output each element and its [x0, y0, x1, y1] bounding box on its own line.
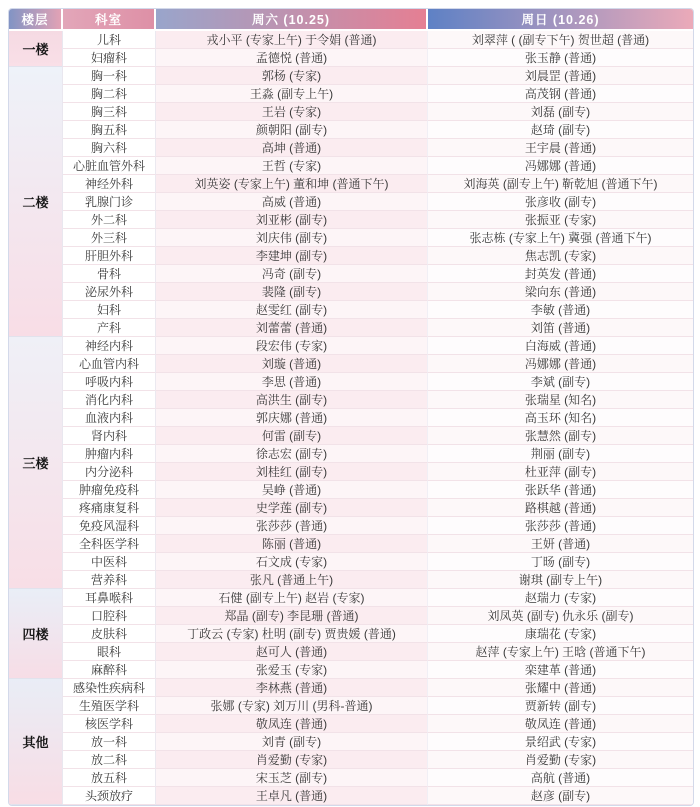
department-cell: 口腔科: [63, 607, 156, 625]
sunday-cell: 李斌 (副专): [428, 373, 693, 391]
sunday-cell: 封英发 (普通): [428, 265, 693, 283]
department-cell: 头颈放疗: [63, 787, 156, 805]
department-cell: 皮肤科: [63, 625, 156, 643]
saturday-cell: 张莎莎 (普通): [156, 517, 428, 535]
saturday-cell: 张娜 (专家) 刘万川 (男科-普通): [156, 697, 428, 715]
floor-cell: 二楼: [9, 67, 63, 337]
schedule-row: [9, 697, 693, 715]
schedule-row: [9, 625, 693, 643]
saturday-cell: 刘桂红 (副专): [156, 463, 428, 481]
department-cell: 消化内科: [63, 391, 156, 409]
saturday-cell: 李建坤 (副专): [156, 247, 428, 265]
saturday-cell: 王哲 (专家): [156, 157, 428, 175]
saturday-cell: 石文成 (专家): [156, 553, 428, 571]
saturday-cell: 史学莲 (副专): [156, 499, 428, 517]
schedule-row: [9, 661, 693, 679]
saturday-cell: 孟德悦 (普通): [156, 49, 428, 67]
sunday-cell: 刘笛 (普通): [428, 319, 693, 337]
department-cell: 泌尿外科: [63, 283, 156, 301]
sunday-cell: 张莎莎 (普通): [428, 517, 693, 535]
saturday-cell: 李林燕 (普通): [156, 679, 428, 697]
sunday-cell: 敬凤连 (普通): [428, 715, 693, 733]
sunday-cell: 刘凤英 (副专) 仇永乐 (副专): [428, 607, 693, 625]
sunday-cell: 冯娜娜 (普通): [428, 157, 693, 175]
sunday-cell: 刘磊 (副专): [428, 103, 693, 121]
saturday-cell: 王卓凡 (普通): [156, 787, 428, 805]
department-cell: 肾内科: [63, 427, 156, 445]
sunday-cell: 张瑞星 (知名): [428, 391, 693, 409]
saturday-cell: 段宏伟 (专家): [156, 337, 428, 355]
department-cell: 肝胆外科: [63, 247, 156, 265]
schedule-row: [9, 355, 693, 373]
sunday-cell: 赵琦 (副专): [428, 121, 693, 139]
sunday-cell: 谢琪 (副专上午): [428, 571, 693, 589]
saturday-cell: 吴峥 (普通): [156, 481, 428, 499]
schedule-row: [9, 535, 693, 553]
schedule-row: [9, 607, 693, 625]
schedule-row: [9, 373, 693, 391]
schedule-row: [9, 103, 693, 121]
schedule-row: [9, 175, 693, 193]
department-cell: 骨科: [63, 265, 156, 283]
header-row: [9, 9, 693, 31]
schedule-row: [9, 463, 693, 481]
schedule-row: [9, 571, 693, 589]
department-cell: 麻醉科: [63, 661, 156, 679]
saturday-cell: 刘庆伟 (副专): [156, 229, 428, 247]
sunday-cell: 高茂钢 (普通): [428, 85, 693, 103]
department-cell: 肿瘤内科: [63, 445, 156, 463]
schedule-row: [9, 427, 693, 445]
schedule-row: [9, 157, 693, 175]
saturday-cell: 刘亚彬 (副专): [156, 211, 428, 229]
schedule-row: [9, 283, 693, 301]
schedule-row: [9, 247, 693, 265]
schedule-row: [9, 337, 693, 355]
table-header: [9, 9, 693, 31]
sunday-cell: 白海威 (普通): [428, 337, 693, 355]
schedule-row: [9, 121, 693, 139]
sunday-cell: 张耀中 (普通): [428, 679, 693, 697]
saturday-cell: 陈丽 (普通): [156, 535, 428, 553]
schedule-row: [9, 301, 693, 319]
department-cell: 外二科: [63, 211, 156, 229]
schedule-row: [9, 517, 693, 535]
schedule-row: [9, 67, 693, 85]
department-cell: 核医学科: [63, 715, 156, 733]
department-cell: 胸五科: [63, 121, 156, 139]
schedule-row: [9, 787, 693, 805]
saturday-cell: 肖爱勤 (专家): [156, 751, 428, 769]
department-cell: 妇瘤科: [63, 49, 156, 67]
sunday-cell: 栾建革 (普通): [428, 661, 693, 679]
department-cell: 胸一科: [63, 67, 156, 85]
schedule-row: [9, 751, 693, 769]
sunday-cell: 张跃华 (普通): [428, 481, 693, 499]
saturday-cell: 郭杨 (专家): [156, 67, 428, 85]
sunday-cell: 赵瑞力 (专家): [428, 589, 693, 607]
department-cell: 肿瘤免疫科: [63, 481, 156, 499]
saturday-cell: 丁政云 (专家) 杜明 (副专) 贾贵媛 (普通): [156, 625, 428, 643]
department-cell: 放二科: [63, 751, 156, 769]
department-cell: 血液内科: [63, 409, 156, 427]
saturday-cell: 高坤 (普通): [156, 139, 428, 157]
saturday-cell: 刘青 (副专): [156, 733, 428, 751]
schedule-row: [9, 409, 693, 427]
saturday-cell: 赵可人 (普通): [156, 643, 428, 661]
department-cell: 放一科: [63, 733, 156, 751]
saturday-cell: 石健 (副专上午) 赵岩 (专家): [156, 589, 428, 607]
schedule-row: [9, 553, 693, 571]
department-cell: 全科医学科: [63, 535, 156, 553]
department-cell: 免疫风湿科: [63, 517, 156, 535]
sunday-cell: 肖爱勤 (专家): [428, 751, 693, 769]
department-cell: 内分泌科: [63, 463, 156, 481]
saturday-cell: 刘蕾蕾 (普通): [156, 319, 428, 337]
department-cell: 呼吸内科: [63, 373, 156, 391]
department-cell: 心脏血管外科: [63, 157, 156, 175]
sunday-cell: 贾新转 (副专): [428, 697, 693, 715]
saturday-cell: 高洪生 (副专): [156, 391, 428, 409]
schedule-row: [9, 481, 693, 499]
sunday-cell: 杜亚萍 (副专): [428, 463, 693, 481]
schedule-row: [9, 211, 693, 229]
saturday-cell: 颜朝阳 (副专): [156, 121, 428, 139]
header-sunday: 周日 (10.26): [428, 9, 693, 31]
saturday-cell: 李思 (普通): [156, 373, 428, 391]
table-body: [9, 31, 693, 805]
saturday-cell: 裴隆 (副专): [156, 283, 428, 301]
saturday-cell: 王淼 (副专上午): [156, 85, 428, 103]
sunday-cell: 张彦收 (副专): [428, 193, 693, 211]
schedule-row: [9, 715, 693, 733]
department-cell: 神经外科: [63, 175, 156, 193]
saturday-cell: 王岩 (专家): [156, 103, 428, 121]
department-cell: 耳鼻喉科: [63, 589, 156, 607]
saturday-cell: 郭庆娜 (普通): [156, 409, 428, 427]
saturday-cell: 敬凤连 (普通): [156, 715, 428, 733]
department-cell: 生殖医学科: [63, 697, 156, 715]
schedule-row: [9, 31, 693, 49]
saturday-cell: 高威 (普通): [156, 193, 428, 211]
sunday-cell: 赵萍 (专家上午) 王晗 (普通下午): [428, 643, 693, 661]
sunday-cell: 刘翠萍 ( (副专下午) 贺世超 (普通): [428, 31, 693, 49]
schedule-row: [9, 733, 693, 751]
sunday-cell: 康瑞花 (专家): [428, 625, 693, 643]
schedule-row: [9, 643, 693, 661]
sunday-cell: 梁向东 (普通): [428, 283, 693, 301]
saturday-cell: 刘璇 (普通): [156, 355, 428, 373]
sunday-cell: 张玉静 (普通): [428, 49, 693, 67]
floor-cell: 四楼: [9, 589, 63, 679]
saturday-cell: 宋玉芝 (副专): [156, 769, 428, 787]
sunday-cell: 张志栋 (专家上午) 冀强 (普通下午): [428, 229, 693, 247]
department-cell: 感染性疾病科: [63, 679, 156, 697]
saturday-cell: 赵雯红 (副专): [156, 301, 428, 319]
saturday-cell: 刘英姿 (专家上午) 董和坤 (普通下午): [156, 175, 428, 193]
sunday-cell: 王妍 (普通): [428, 535, 693, 553]
saturday-cell: 冯奇 (副专): [156, 265, 428, 283]
schedule-row: [9, 193, 693, 211]
department-cell: 胸二科: [63, 85, 156, 103]
sunday-cell: 刘海英 (副专上午) 靳乾旭 (普通下午): [428, 175, 693, 193]
department-cell: 胸三科: [63, 103, 156, 121]
schedule-row: [9, 445, 693, 463]
schedule-row: [9, 49, 693, 67]
department-cell: 放五科: [63, 769, 156, 787]
floor-cell: 三楼: [9, 337, 63, 589]
schedule-row: [9, 391, 693, 409]
sunday-cell: 赵彦 (副专): [428, 787, 693, 805]
sunday-cell: 张慧然 (副专): [428, 427, 693, 445]
sunday-cell: 冯娜娜 (普通): [428, 355, 693, 373]
saturday-cell: 张爱玉 (专家): [156, 661, 428, 679]
schedule-row: [9, 319, 693, 337]
schedule-row: [9, 265, 693, 283]
saturday-cell: 戎小平 (专家上午) 于令娟 (普通): [156, 31, 428, 49]
sunday-cell: 王宇晨 (普通): [428, 139, 693, 157]
saturday-cell: 张凡 (普通上午): [156, 571, 428, 589]
department-cell: 乳腺门诊: [63, 193, 156, 211]
department-cell: 营养科: [63, 571, 156, 589]
department-cell: 产科: [63, 319, 156, 337]
header-department: 科室: [63, 9, 156, 31]
sunday-cell: 景绍武 (专家): [428, 733, 693, 751]
schedule-table-container: [8, 8, 694, 806]
department-cell: 妇科: [63, 301, 156, 319]
schedule-table: [9, 9, 693, 805]
schedule-row: [9, 499, 693, 517]
header-floor: 楼层: [9, 9, 63, 31]
schedule-row: [9, 769, 693, 787]
header-saturday: 周六 (10.25): [156, 9, 428, 31]
department-cell: 神经内科: [63, 337, 156, 355]
department-cell: 儿科: [63, 31, 156, 49]
sunday-cell: 丁旸 (副专): [428, 553, 693, 571]
sunday-cell: 李敏 (普通): [428, 301, 693, 319]
department-cell: 疼痛康复科: [63, 499, 156, 517]
schedule-row: [9, 679, 693, 697]
sunday-cell: 焦志凯 (专家): [428, 247, 693, 265]
schedule-row: [9, 85, 693, 103]
saturday-cell: 郑晶 (副专) 李昆珊 (普通): [156, 607, 428, 625]
department-cell: 眼科: [63, 643, 156, 661]
sunday-cell: 高航 (普通): [428, 769, 693, 787]
saturday-cell: 徐志宏 (副专): [156, 445, 428, 463]
sunday-cell: 荆丽 (副专): [428, 445, 693, 463]
department-cell: 心血管内科: [63, 355, 156, 373]
sunday-cell: 高玉环 (知名): [428, 409, 693, 427]
floor-cell: 其他: [9, 679, 63, 805]
floor-cell: 一楼: [9, 31, 63, 67]
department-cell: 中医科: [63, 553, 156, 571]
schedule-row: [9, 229, 693, 247]
department-cell: 外三科: [63, 229, 156, 247]
sunday-cell: 张振亚 (专家): [428, 211, 693, 229]
schedule-row: [9, 139, 693, 157]
saturday-cell: 何雷 (副专): [156, 427, 428, 445]
sunday-cell: 刘晨罡 (普通): [428, 67, 693, 85]
sunday-cell: 路棋越 (普通): [428, 499, 693, 517]
schedule-row: [9, 589, 693, 607]
department-cell: 胸六科: [63, 139, 156, 157]
